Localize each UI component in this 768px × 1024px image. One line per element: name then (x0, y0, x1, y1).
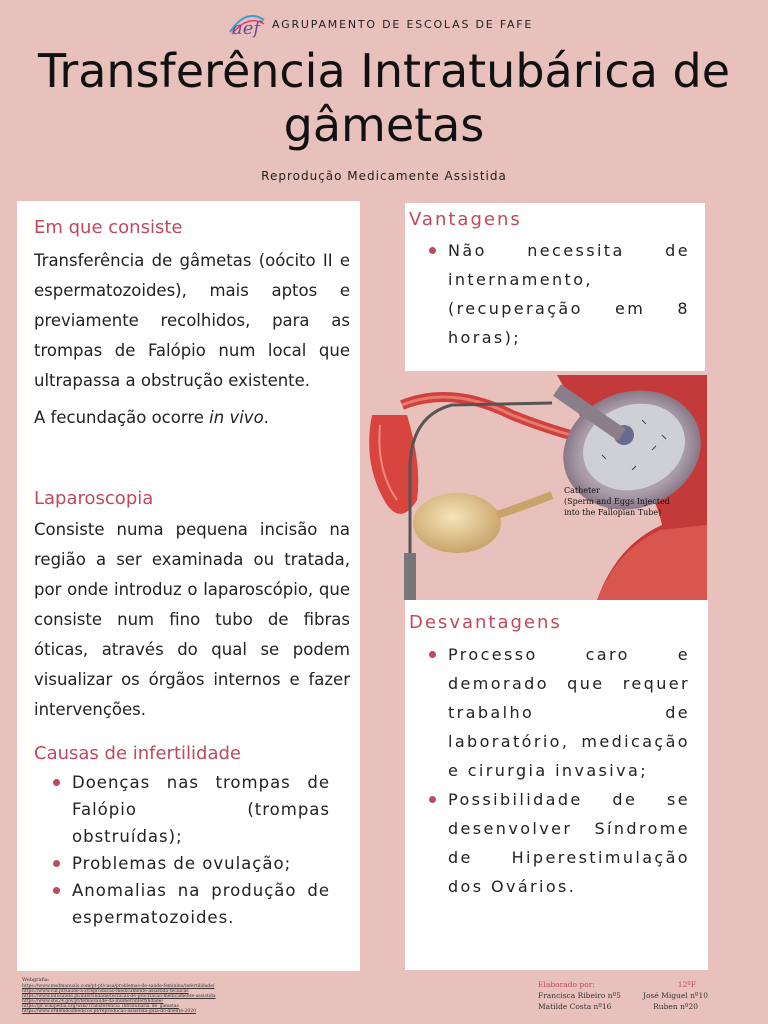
vantagens-card (405, 203, 705, 371)
webgrafia: Webgrafia: https://www.msdmanuals.com/pt-pt/casa/problemas-de-saúde-feminina/infertilidade/ https://www.cuf.pt/saude-a-z/reproducao-medicamente-assistida-tecnicas https://www.infosaude.pt/infertilidade/tecnicas-de-procriacao-medicamente-assistida https://www.sns24.gov.pt/tema/saude-da-mulher/infertilidade/ https://pt.wikipedia.org/wiki/Transferência_intratubária_de_gâmetas https://www.ordemdosmedicos.pt/reproducao-assistida-guia-do-doente-2020 (22, 978, 322, 1014)
illus-caption-2: (Sperm and Eggs Injected (564, 497, 670, 506)
section-title-vantagens: Vantagens (409, 209, 522, 230)
header (0, 10, 768, 40)
list-item: Não necessita de internamento, (recuperação em 8 horas); (424, 236, 690, 352)
left-card (17, 201, 360, 971)
poster-title: Transferência Intratubárica de gâmetas (37, 44, 731, 152)
ref-link[interactable]: https://www.sns24.gov.pt/tema/saude-da-mulher/infertilidade/ (22, 999, 163, 1004)
illus-caption-3: into the Fallopian Tube) (564, 508, 662, 517)
gift-illustration (362, 375, 707, 600)
consiste-text2: A fecundação ocorre in vivo. (34, 408, 269, 427)
list-item: Processo caro e demorado que requer trabalho de laboratório, medicação e cirurgia invasiva; (424, 640, 690, 785)
vantagens-list (424, 236, 690, 352)
credits (538, 980, 708, 1013)
ref-link[interactable]: https://pt.wikipedia.org/wiki/Transferência_intratubária_de_gâmetas (22, 1004, 179, 1009)
elaborado-label: Elaborado por: (538, 980, 595, 989)
ref-link[interactable]: https://www.infosaude.pt/infertilidade/tecnicas-de-procriacao-medicamente-assistida (22, 994, 216, 999)
causas-list (48, 769, 330, 931)
section-title-laparoscopia: Laparoscopia (34, 488, 154, 509)
section-title-causas: Causas de infertilidade (34, 743, 241, 764)
ref-link[interactable]: https://www.ordemdosmedicos.pt/reproducao-assistida-guia-do-doente-2020 (22, 1009, 196, 1014)
illus-caption-1: Catheter (564, 486, 600, 495)
list-item: Doenças nas trompas de Falópio (trompas obstruídas); (48, 769, 330, 850)
ref-link[interactable]: https://www.cuf.pt/saude-a-z/reproducao-medicamente-assistida-tecnicas (22, 989, 189, 994)
school-name: AGRUPAMENTO DE ESCOLAS DE FAFE (272, 18, 534, 31)
desvantagens-list (424, 640, 690, 901)
poster-subtitle: Reprodução Medicamente Assistida (261, 169, 507, 183)
list-item: Problemas de ovulação; (48, 850, 330, 877)
desvantagens-card (405, 600, 708, 970)
section-title-desvantagens: Desvantagens (409, 612, 562, 633)
author-name: Francisca Ribeiro nº5 (538, 991, 621, 1000)
list-item: Possibilidade de se desenvolver Síndrome de Hiperestimulação dos Ovários. (424, 785, 690, 901)
author-name: Matilde Costa nº16 (538, 1002, 612, 1011)
ref-link[interactable]: https://www.msdmanuals.com/pt-pt/casa/problemas-de-saúde-feminina/infertilidade/ (22, 984, 215, 989)
consiste-text: Transferência de gâmetas (oócito II e espermatozoides), mais aptos e previamente recolhidos, para as trompas de Falópio num local que ultrapassa a obstrução existente. (34, 251, 350, 390)
author-name: José Miguel nº10 (642, 991, 708, 1000)
list-item: Anomalias na produção de espermatozoides. (48, 877, 330, 931)
author-name: Ruben nº20 (653, 1002, 698, 1011)
section-title-consiste: Em que consiste (34, 217, 183, 238)
logo-text: aef (232, 18, 261, 38)
turma: 12ºF (677, 980, 696, 989)
laparoscopia-text: Consiste numa pequena incisão na região a ser examinada ou tratada, por onde introduz o laparoscópio, que consiste num fino tubo de fibras óticas, através do qual se podem visualizar os órgãos internos e fazer intervenções. (34, 520, 350, 719)
school-logo (226, 10, 268, 38)
